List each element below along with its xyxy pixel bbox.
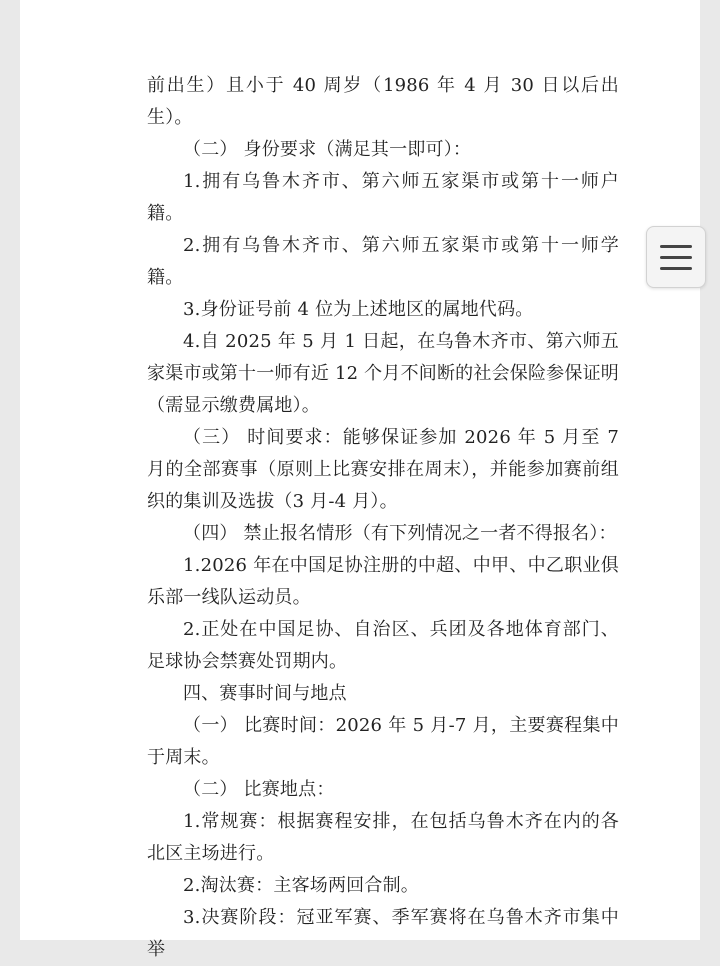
paragraph: 前出生）且小于 40 周岁（1986 年 4 月 30 日以后出生）。 <box>147 75 619 128</box>
paragraph: 1.拥有乌鲁木齐市、第六师五家渠市或第十一师户籍。 <box>147 171 619 224</box>
hamburger-menu-icon <box>660 267 692 270</box>
paragraph: 3.身份证号前 4 位为上述地区的属地代码。 <box>183 299 534 320</box>
document-body <box>147 70 619 966</box>
paragraph: 2.淘汰赛：主客场两回合制。 <box>183 875 419 896</box>
document-page <box>20 0 700 960</box>
hamburger-menu-icon <box>660 245 692 248</box>
paragraph: （三） 时间要求：能够保证参加 2026 年 5 月至 7 月的全部赛事（原则上比赛安排在周末），并能参加赛前组织的集训及选拔（3 月-4 月）。 <box>147 427 619 512</box>
paragraph: 2.拥有乌鲁木齐市、第六师五家渠市或第十一师学籍。 <box>147 235 619 288</box>
paragraph: 1.2026 年在中国足协注册的中超、中甲、中乙职业俱乐部一线队运动员。 <box>147 555 619 608</box>
paragraph: （二） 比赛地点： <box>183 779 335 800</box>
paragraph: 2.正处在中国足协、自治区、兵团及各地体育部门、足球协会禁赛处罚期内。 <box>147 619 619 672</box>
paragraph: （四） 禁止报名情形（有下列情况之一者不得报名）： <box>183 523 617 544</box>
paragraph: （一） 比赛时间：2026 年 5 月-7 月，主要赛程集中于周末。 <box>147 715 619 768</box>
paragraph: 3.决赛阶段：冠亚军赛、季军赛将在乌鲁木齐市集中举 <box>147 907 619 960</box>
paragraph: 1.常规赛：根据赛程安排，在包括乌鲁木齐在内的各北区主场进行。 <box>147 811 619 864</box>
section-heading: 四、赛事时间与地点 <box>183 683 347 704</box>
menu-button[interactable] <box>646 226 706 288</box>
hamburger-menu-icon <box>660 256 692 259</box>
paragraph: （二） 身份要求（满足其一即可）： <box>183 139 472 160</box>
paragraph: 4.自 2025 年 5 月 1 日起，在乌鲁木齐市、第六师五家渠市或第十一师有近 12 个月不间断的社会保险参保证明（需显示缴费属地）。 <box>147 331 619 416</box>
